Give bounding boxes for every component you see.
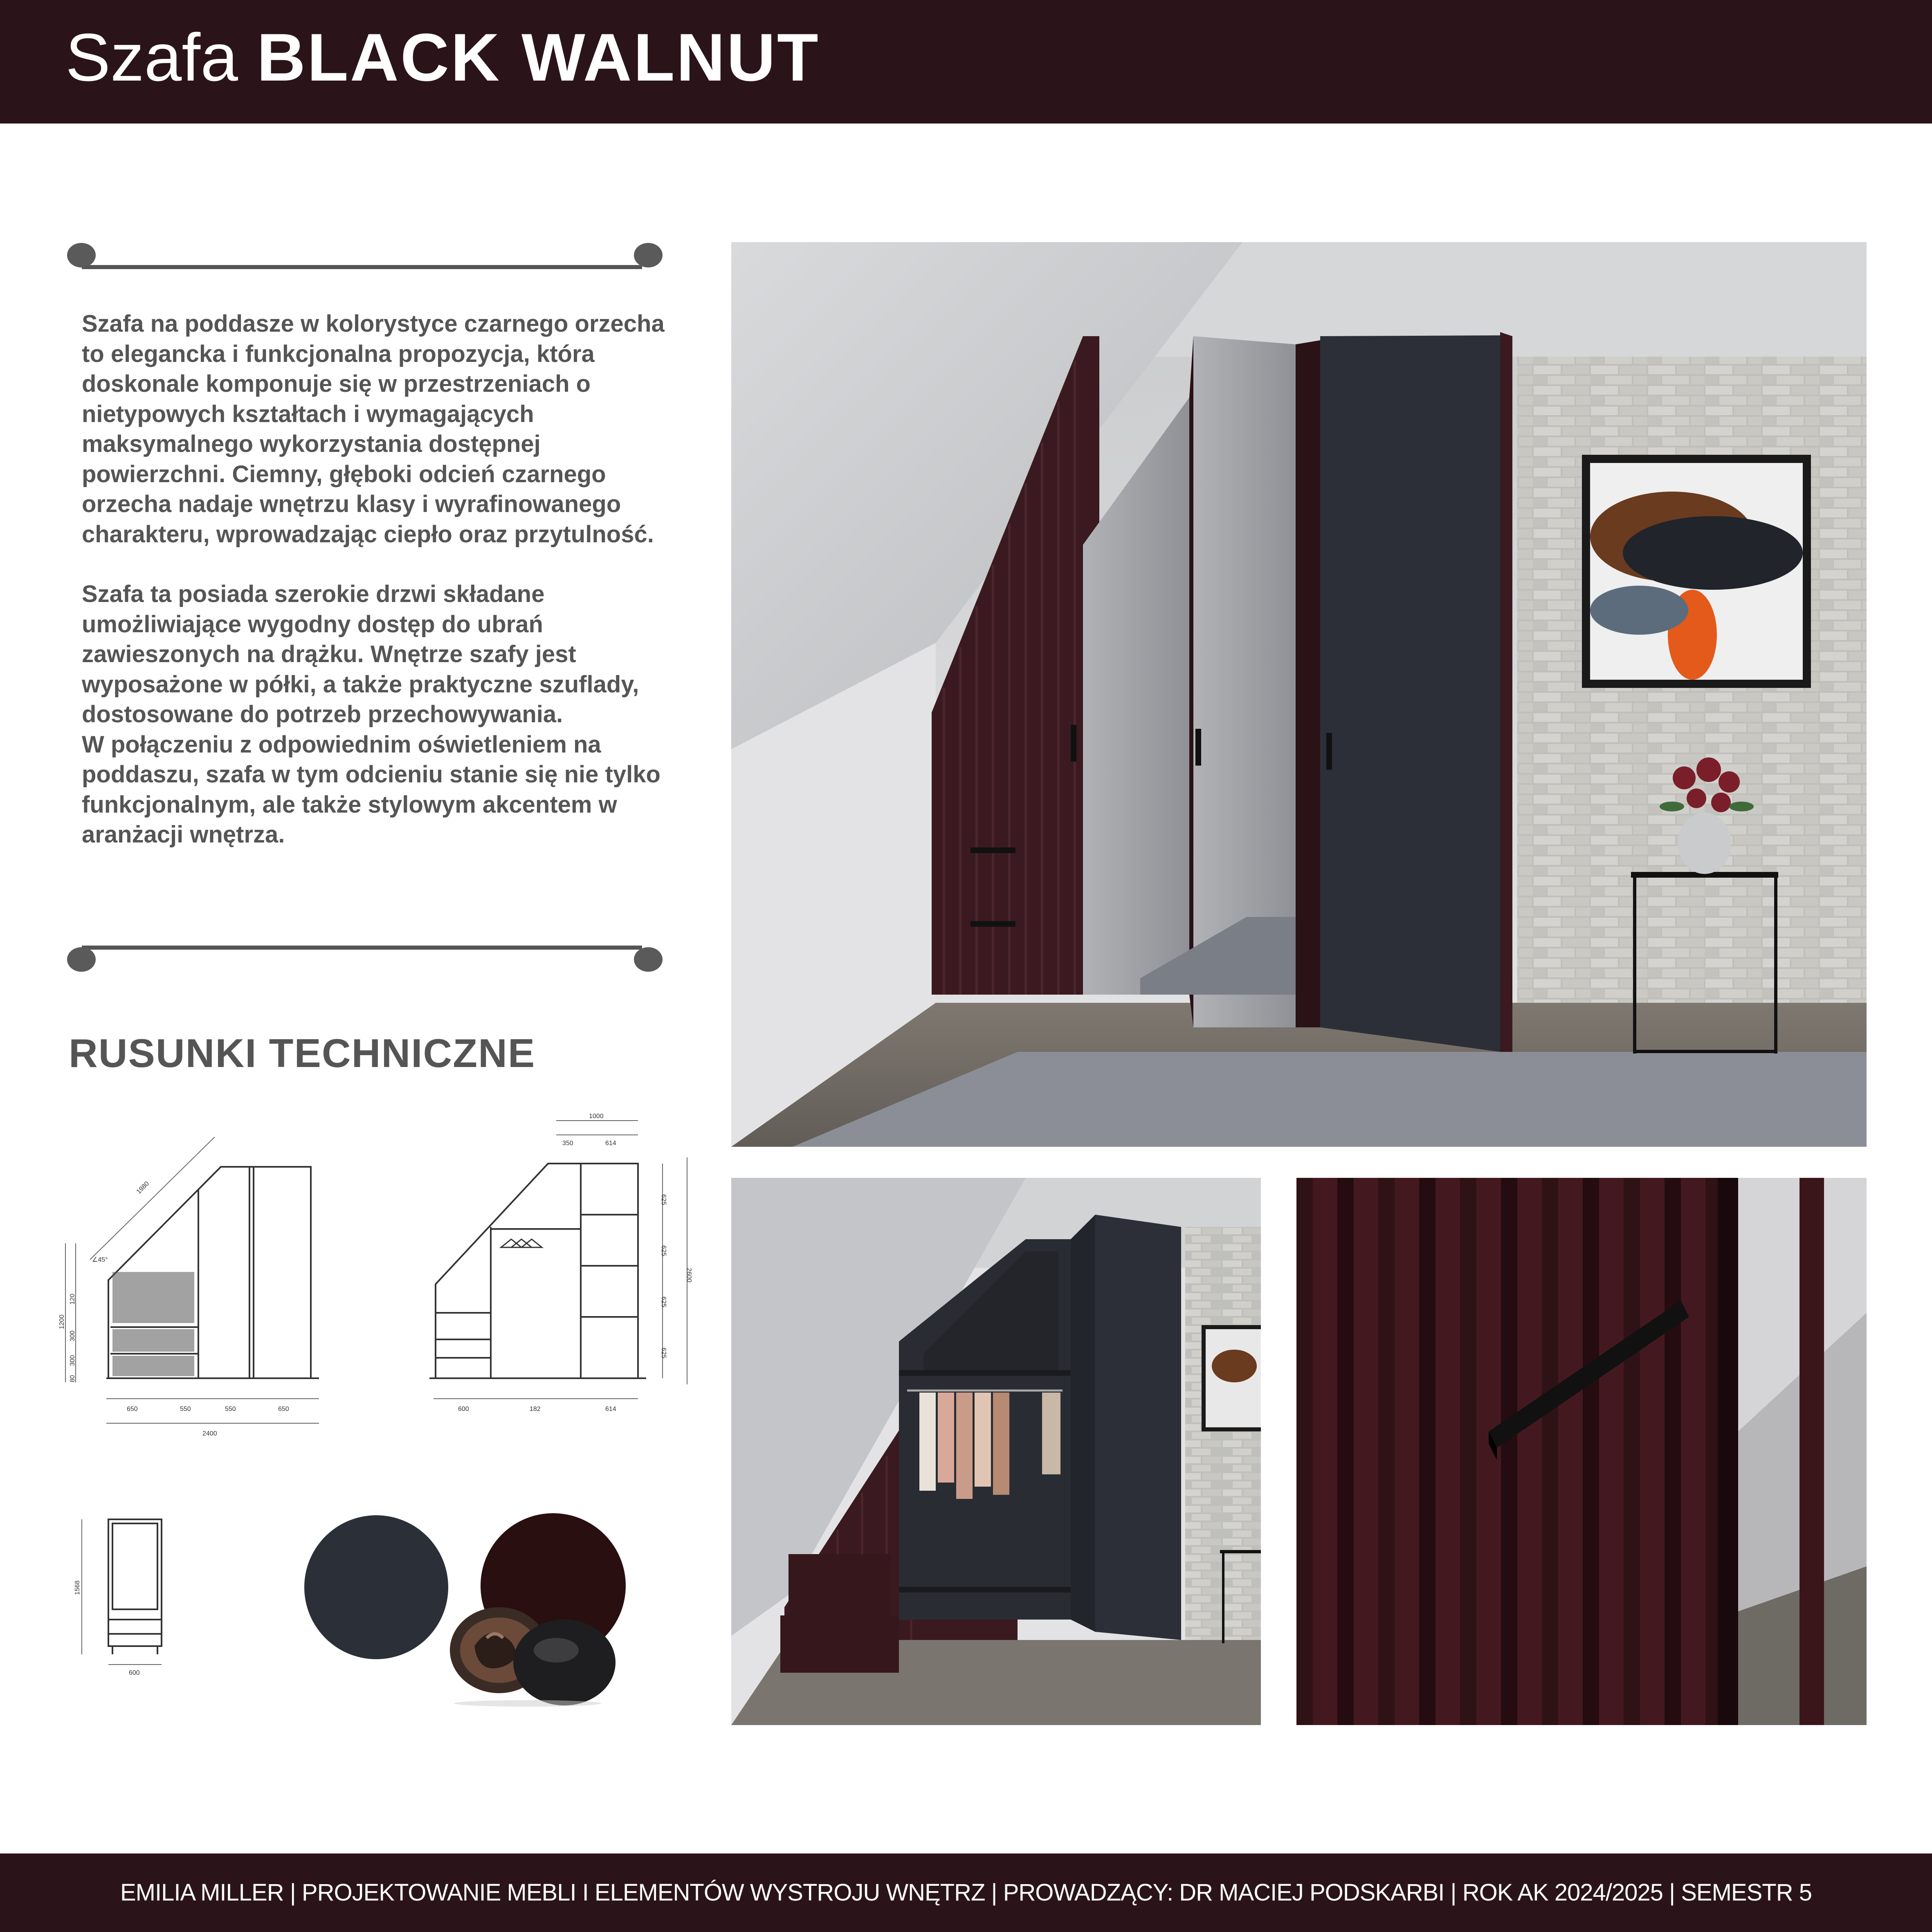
description-paragraph-1: Szafa na poddasze w kolorystyce czarnego orzecha to elegancka i funkcjonalna propozycja, która doskonale komponuje się w przestrzeniach o nietypowych kształtach i wymagających maksymalnego wykorzystania dostępnej powierzchni. Ciemny, głęboki odcień czarnego orzecha nadaje wnętrzu klasy i wyrafinowanego charakteru, wprowadzając ciepło oraz przytulność. [82,310,665,548]
interior-layout-drawing [425,1112,703,1423]
dim-right-seg: 625 [660,1245,667,1256]
walnut-image [446,1601,618,1707]
top-divider-line [82,265,642,269]
description-paragraph-2: Szafa ta posiada szerokie drzwi składane umożliwiające wygodny dostęp do ubrań zawieszonych na drążku. Wnętrze szafy jest wyposażone w półki, a także praktyczne szuflady, dostosowane do potrzeb przechowywania. [82,581,639,728]
title-prefix: Szafa [65,20,238,95]
description-text [82,309,687,850]
dim-bottom-seg: 614 [605,1406,616,1413]
dim-right-seg: 625 [660,1194,667,1205]
color-swatch-graphite [304,1515,448,1659]
dim-height: 1568 [74,1580,81,1595]
dim-height-seg: 120 [69,1294,76,1305]
dim-height-seg: 300 [69,1355,76,1366]
dim-right-seg: 625 [660,1348,667,1359]
detail-closeup-photo [1296,1178,1867,1725]
footer-credits: EMILIA MILLER | PROJEKTOWANIE MEBLI I ELEMENTÓW WYSTROJU WNĘTRZ | PROWADZĄCY: DR MACIEJ PODSKARBI | ROK AK 2024/2025 | SEMESTR 5 [120,1879,1812,1906]
dim-top-seg: 350 [562,1140,573,1147]
divider-dot-icon [634,243,663,267]
dim-top-total: 1000 [589,1113,604,1120]
technical-drawings-title: RUSUNKI TECHNICZNE [69,1031,536,1076]
footer-bar [0,1853,1932,1932]
divider-dot-icon [67,243,96,267]
divider-dot-icon [67,947,96,972]
title-main: BLACK WALNUT [256,20,820,95]
dim-height-total: 2600 [685,1268,692,1283]
dim-width: 650 [127,1406,138,1413]
dim-right-seg: 625 [660,1296,667,1307]
header-bar [0,0,1932,124]
dim-height-total: 1200 [58,1314,65,1329]
side-view-drawing [70,1513,176,1677]
dim-bottom-seg: 600 [458,1406,469,1413]
open-wardrobe-photo [731,1178,1261,1725]
dim-width: 650 [278,1406,289,1413]
page-title [65,16,820,98]
bottom-divider-line [82,946,642,950]
dim-angle: ∠45° [92,1256,108,1263]
description-paragraph-3: W połączeniu z odpowiednim oświetleniem na poddaszu, szafa w tym odcieniu stanie się nie tylko funkcjonalnym, ale także stylowym akcentem w aranżacji wnętrza. [82,731,660,848]
dim-width-total: 2400 [202,1430,217,1437]
main-render-photo [731,242,1867,1147]
front-elevation-drawing [57,1137,344,1440]
dim-width: 550 [225,1406,236,1413]
dim-height-seg: 80 [69,1375,76,1382]
dim-height-seg: 300 [69,1330,76,1341]
divider-dot-icon [634,947,663,972]
dim-diag: 1980 [135,1180,151,1195]
dim-width: 550 [180,1406,191,1413]
dim-bottom-seg: 182 [530,1406,541,1413]
dim-top-seg: 614 [605,1140,616,1147]
dim-width: 600 [129,1669,140,1676]
